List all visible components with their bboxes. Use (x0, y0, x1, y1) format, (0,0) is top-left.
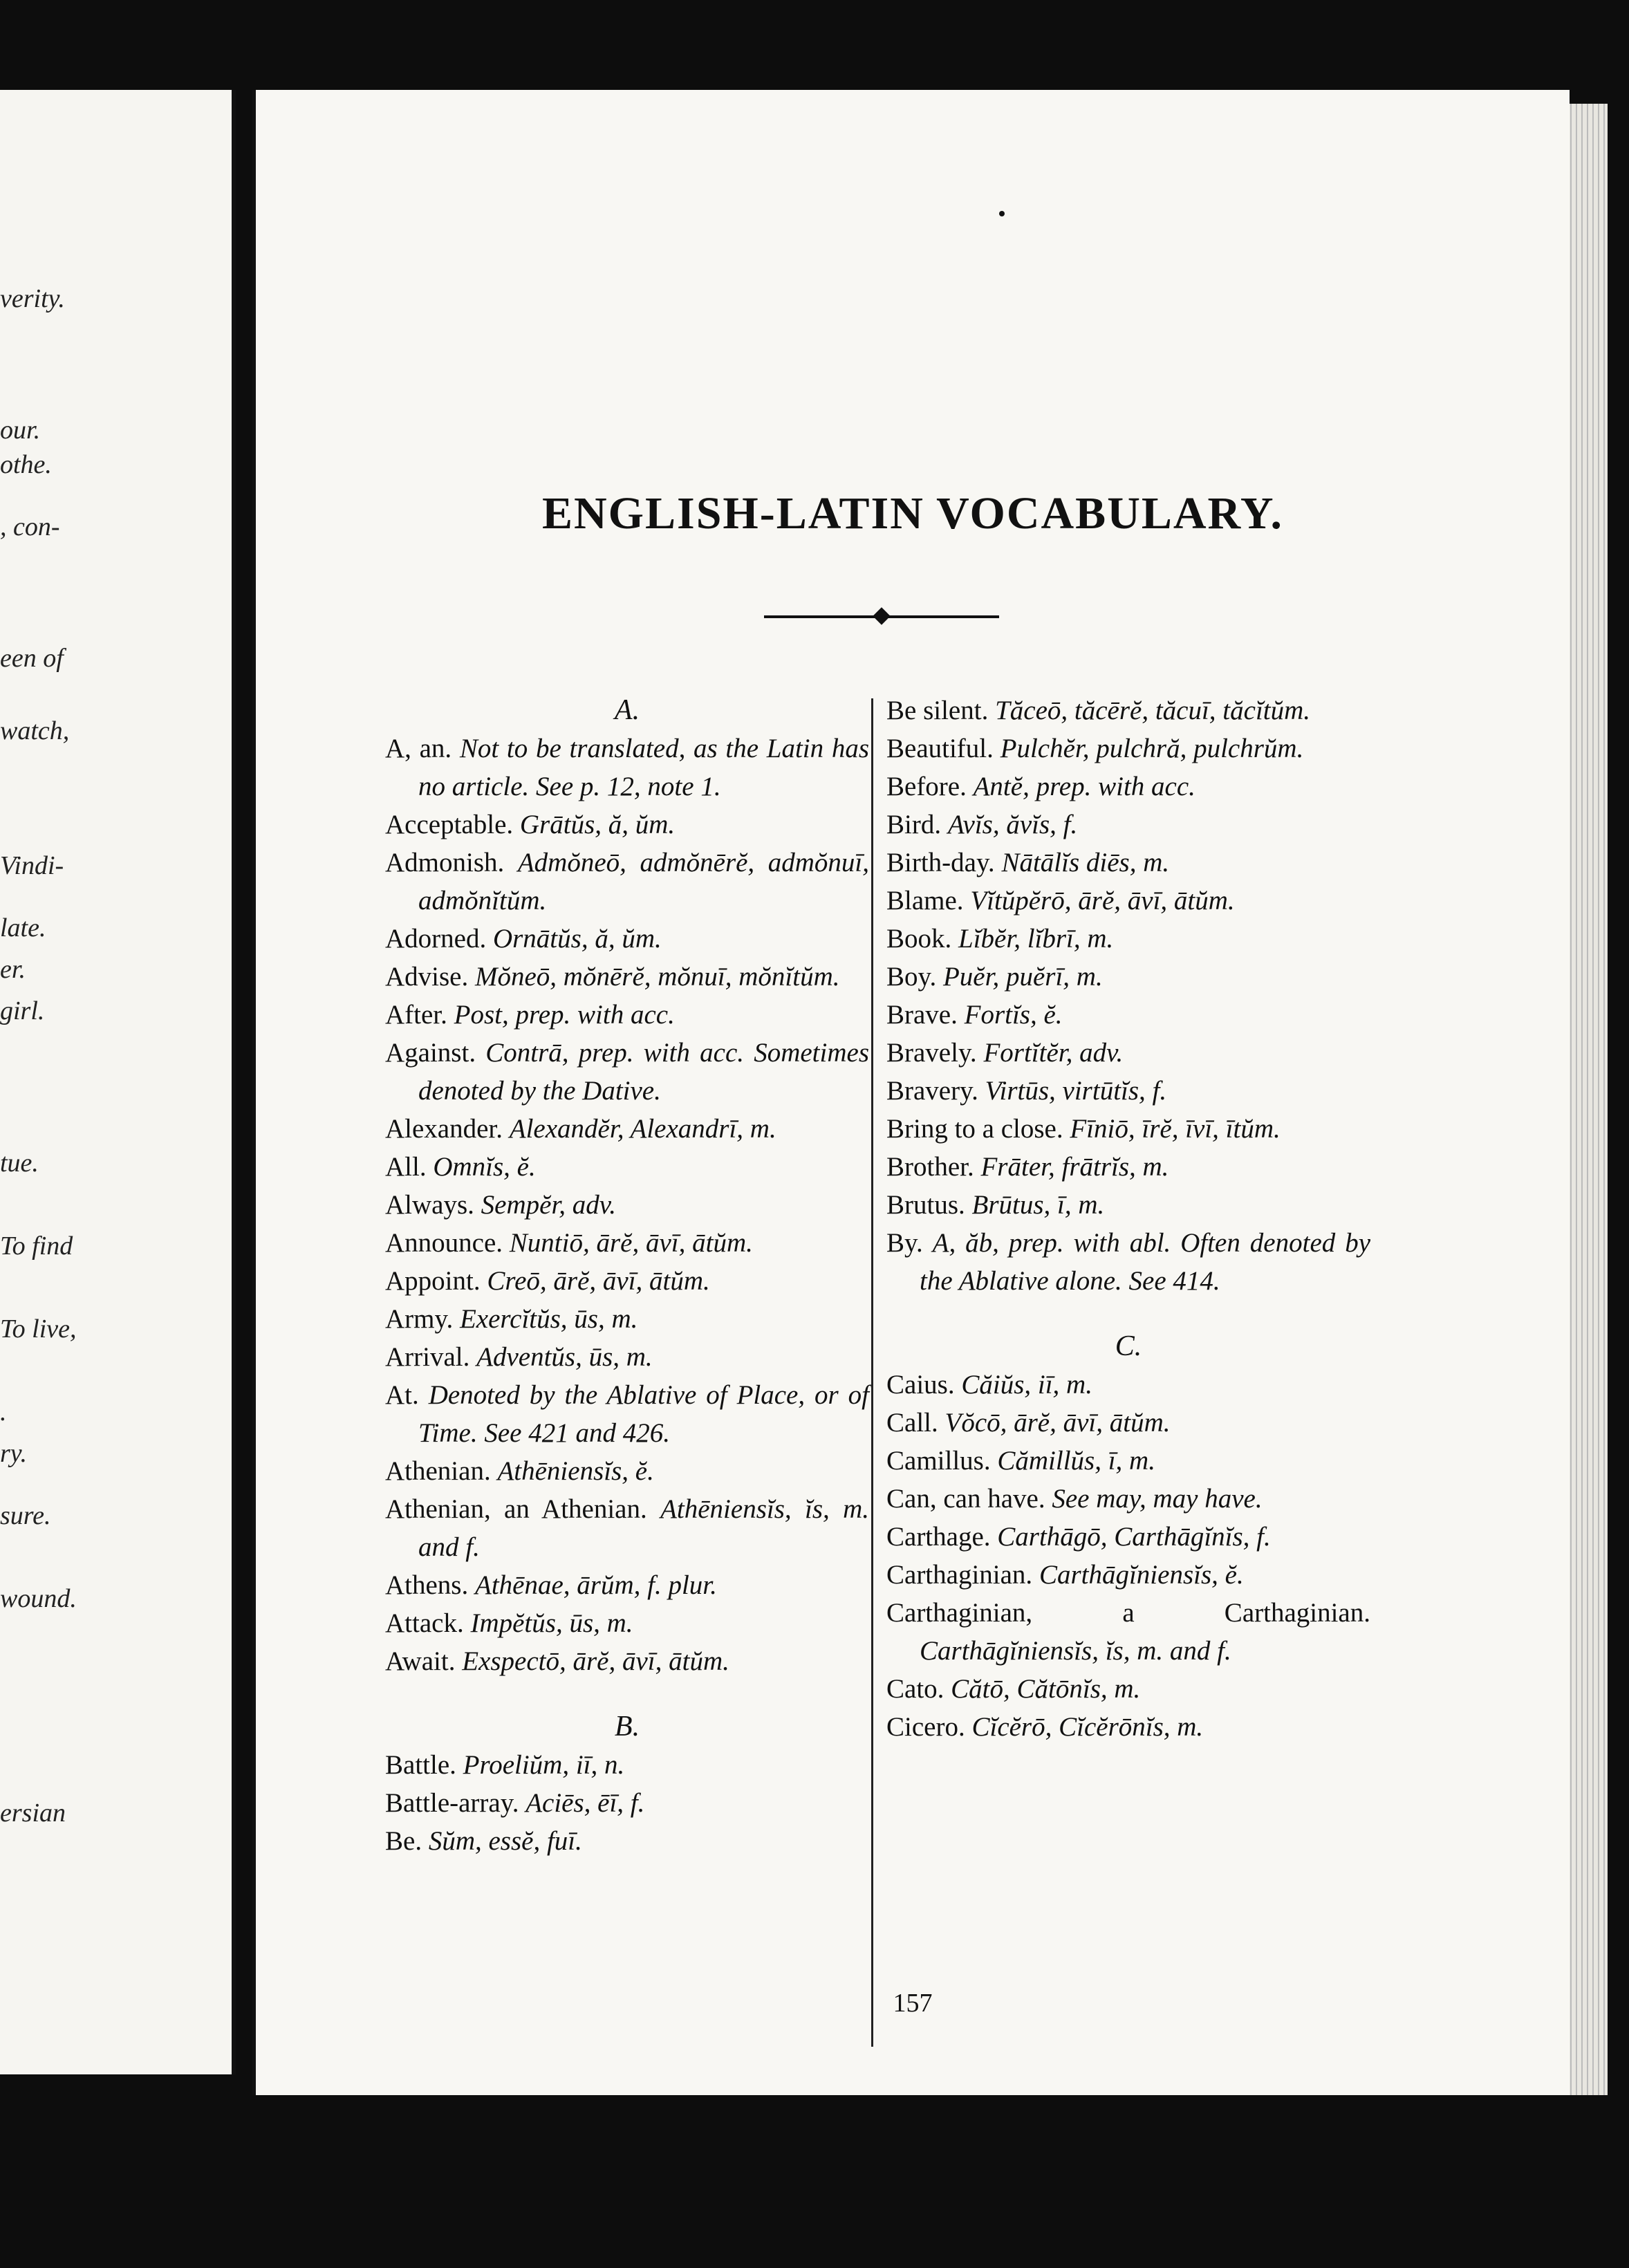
left-column (385, 691, 869, 1860)
vocabulary-entry (385, 806, 869, 844)
entry-definition: Exspectō, ārĕ, āvī, ātŭm. (462, 1646, 729, 1676)
vocabulary-entry (886, 1518, 1370, 1556)
left-page-fragment: een of (0, 644, 64, 673)
vocabulary-entry (886, 882, 1370, 920)
entry-word: Can, can have. (886, 1484, 1052, 1514)
entry-definition: Post, prep. with acc. (454, 1000, 675, 1030)
entry-word: Athenian, an Athenian. (385, 1494, 661, 1524)
left-page-fragment: watch, (0, 716, 70, 745)
entry-definition: A, ăb, prep. with abl. Often denoted by the Ablative alone. See 414. (920, 1228, 1370, 1296)
entry-definition: Tăceō, tăcērĕ, tăcuī, tăcĭtŭm. (995, 696, 1311, 725)
entry-word: Be silent. (886, 696, 996, 725)
entry-definition: Contrā, prep. with acc. Sometimes denoted by the Dative. (418, 1038, 869, 1106)
vocabulary-entry (385, 996, 869, 1034)
vocabulary-entry (385, 1604, 869, 1642)
entry-definition: Adventŭs, ūs, m. (476, 1342, 653, 1372)
entry-word: Battle-array. (385, 1788, 526, 1818)
vocabulary-entry (886, 1110, 1370, 1148)
entry-word: Adorned. (385, 924, 493, 954)
section-heading-a: A. (614, 694, 640, 726)
entry-definition: Impĕtŭs, ūs, m. (470, 1608, 633, 1638)
book-page (252, 90, 1570, 2095)
entry-definition: Cămillŭs, ī, m. (997, 1446, 1155, 1476)
vocabulary-entry (385, 729, 869, 806)
entry-definition: Not to be translated, as the Latin has no article. See p. 12, note 1. (418, 734, 869, 801)
vocabulary-entry (385, 1300, 869, 1338)
left-page-fragment: . (0, 1397, 7, 1426)
vocabulary-entry (886, 1366, 1370, 1404)
vocabulary-entry (886, 1072, 1370, 1110)
entries-b-continued (886, 691, 1370, 1300)
left-page-fragment: our. (0, 416, 41, 445)
left-page-fragment: late. (0, 913, 46, 942)
vocabulary-entry (385, 844, 869, 920)
vocabulary-entry (886, 1480, 1370, 1518)
entry-word: Camillus. (886, 1446, 998, 1476)
page-speck (999, 211, 1005, 216)
entry-word: Bird. (886, 810, 948, 839)
entry-word: Against. (385, 1038, 486, 1068)
left-page-fragment: er. (0, 955, 26, 984)
vocabulary-entry (385, 958, 869, 996)
entry-definition: Puĕr, puĕrī, m. (942, 962, 1103, 992)
entry-word: Advise. (385, 962, 475, 992)
entry-word: Bravery. (886, 1076, 985, 1106)
page-title: ENGLISH-LATIN VOCABULARY. (541, 488, 1284, 539)
title-ornament (873, 607, 890, 624)
left-page-fragment: To find (0, 1231, 73, 1261)
entry-definition: Lĭbĕr, lĭbrī, m. (958, 924, 1114, 954)
entry-word: Athens. (385, 1570, 475, 1600)
entry-definition: Nuntiō, ārĕ, āvī, ātŭm. (509, 1228, 753, 1258)
vocabulary-entry (385, 1452, 869, 1490)
entry-word: Brave. (886, 1000, 965, 1030)
left-facing-page (0, 90, 236, 2074)
entry-definition: Ornātŭs, ă, ŭm. (492, 924, 662, 954)
left-page-fragment: sure. (0, 1501, 51, 1530)
vocabulary-entry (886, 1148, 1370, 1186)
entry-definition: Omnĭs, ĕ. (433, 1152, 536, 1182)
vocabulary-entry (886, 844, 1370, 882)
vocabulary-entry (886, 1442, 1370, 1480)
entry-definition: Căiŭs, iī, m. (961, 1370, 1092, 1400)
entry-definition: Proeliŭm, iī, n. (463, 1750, 625, 1780)
entry-word: Arrival. (385, 1342, 477, 1372)
vocabulary-entry (886, 958, 1370, 996)
entry-word: Boy. (886, 962, 943, 992)
entry-word: Carthage. (886, 1522, 998, 1552)
left-page-fragment: , con- (0, 512, 60, 541)
entry-word: Army. (385, 1304, 460, 1334)
vocabulary-entry (886, 920, 1370, 958)
vocabulary-entry (385, 1376, 870, 1452)
entry-word: Battle. (385, 1750, 463, 1780)
entry-word: Carthaginian, a Carthaginian. (886, 1598, 1370, 1628)
entry-definition: See may, may have. (1052, 1484, 1263, 1514)
left-page-fragment: othe. (0, 450, 52, 479)
vocabulary-entry (886, 691, 1370, 729)
vocabulary-entry (886, 1404, 1370, 1442)
entry-word: Await. (385, 1646, 463, 1676)
vocabulary-entry (886, 729, 1370, 768)
entries-a (385, 729, 869, 1680)
entry-definition: Frāter, frātrĭs, m. (980, 1152, 1169, 1182)
entry-word: After. (385, 1000, 454, 1030)
entry-word: Cicero. (886, 1712, 972, 1742)
left-page-fragment: ry. (0, 1439, 28, 1468)
vocabulary-entry (385, 1746, 869, 1784)
right-column (886, 691, 1370, 1746)
entry-word: Carthaginian. (886, 1560, 1039, 1590)
entry-word: At. (385, 1380, 429, 1410)
left-page-fragment: ersian (0, 1798, 66, 1828)
entry-word: Call. (886, 1408, 945, 1438)
entry-word: Announce. (385, 1228, 510, 1258)
entry-word: Alexander. (385, 1114, 510, 1144)
entry-definition: Mŏneō, mŏnērĕ, mŏnuī, mŏnĭtŭm. (475, 962, 840, 992)
entry-definition: Virtūs, virtūtĭs, f. (985, 1076, 1167, 1106)
entry-definition: Athēniensĭs, ĭs, m. and f. (418, 1494, 869, 1562)
entry-word: By. (886, 1228, 933, 1258)
vocabulary-entry (886, 1708, 1370, 1746)
section-heading-c: C. (1115, 1330, 1142, 1362)
vocabulary-entry (385, 920, 869, 958)
entry-word: Brutus. (886, 1190, 972, 1220)
entry-definition: Fortĭs, ĕ. (964, 1000, 1063, 1030)
entry-definition: Brūtus, ī, m. (971, 1190, 1105, 1220)
entry-definition: Grātŭs, ă, ŭm. (519, 810, 676, 839)
entry-definition: Exercĭtŭs, ūs, m. (459, 1304, 638, 1334)
entry-definition: Athēniensĭs, ĕ. (497, 1456, 654, 1486)
page-number: 157 (893, 1989, 933, 2018)
entry-definition: Alexandĕr, Alexandrī, m. (509, 1114, 776, 1144)
vocabulary-entry (385, 1784, 869, 1822)
entry-word: Book. (886, 924, 959, 954)
entry-word: Bravely. (886, 1038, 984, 1068)
left-page-fragment: wound. (0, 1584, 77, 1613)
entry-definition: Pulchĕr, pulchră, pulchrŭm. (1000, 734, 1304, 763)
entries-b (385, 1746, 869, 1860)
entry-word: Attack. (385, 1608, 471, 1638)
entry-word: All. (385, 1152, 434, 1182)
entry-word: Caius. (886, 1370, 962, 1400)
left-page-fragment: Vindi- (0, 851, 64, 880)
left-page-fragment: verity. (0, 284, 65, 313)
entry-word: Before. (886, 772, 974, 801)
vocabulary-entry (385, 1034, 869, 1110)
vocabulary-entry (886, 1224, 1370, 1300)
vocabulary-entry (385, 1338, 869, 1376)
entry-word: Birth-day. (886, 848, 1002, 877)
vocabulary-entry (886, 806, 1370, 844)
entry-definition: Antĕ, prep. with acc. (973, 772, 1195, 801)
entry-word: Cato. (886, 1674, 951, 1704)
entry-word: Acceptable. (385, 810, 520, 839)
page-edge (1566, 104, 1608, 2095)
entry-definition: Cĭcĕrō, Cĭcĕrōnĭs, m. (971, 1712, 1204, 1742)
vocabulary-entry (886, 1556, 1370, 1594)
entry-definition: Creō, ārĕ, āvī, ātŭm. (487, 1266, 710, 1296)
entry-word: Bring to a close. (886, 1114, 1070, 1144)
entry-definition: Fīniō, īrĕ, īvī, ītŭm. (1070, 1114, 1281, 1144)
entry-definition: Nātālĭs diēs, m. (1001, 848, 1170, 877)
vocabulary-entry (385, 1490, 869, 1566)
entry-definition: Cătō, Cătōnĭs, m. (951, 1674, 1141, 1704)
vocabulary-entry (385, 1642, 869, 1680)
vocabulary-entry (886, 1034, 1370, 1072)
entry-definition: Denoted by the Ablative of Place, or of Time. See 421 and 426. (418, 1380, 870, 1448)
entry-word: Beautiful. (886, 734, 1000, 763)
entry-word: Be. (385, 1826, 429, 1856)
entry-word: Admonish. (385, 848, 518, 877)
entries-c (886, 1366, 1370, 1746)
entry-word: Athenian. (385, 1456, 498, 1486)
entry-definition: Sŭm, essĕ, fuī. (428, 1826, 582, 1856)
entry-definition: Vŏcō, ārĕ, āvī, ātŭm. (944, 1408, 1171, 1438)
vocabulary-entry (886, 1186, 1370, 1224)
entry-word: A, an. (385, 734, 460, 763)
left-page-fragment: tue. (0, 1149, 39, 1178)
vocabulary-entry (886, 1670, 1370, 1708)
vocabulary-entry (385, 1224, 869, 1262)
left-page-fragment: To live, (0, 1314, 77, 1344)
entry-definition: Admŏneō, admŏnērĕ, admŏnuī, admŏnĭtŭm. (418, 848, 869, 915)
left-page-fragment: girl. (0, 996, 45, 1025)
vocabulary-entry (886, 996, 1370, 1034)
section-heading-b: B. (614, 1711, 640, 1742)
entry-definition: Carthāgĭniensĭs, ĕ. (1039, 1560, 1244, 1590)
entry-word: Appoint. (385, 1266, 487, 1296)
vocabulary-entry (886, 768, 1370, 806)
entry-definition: Carthāgĭniensĭs, ĭs, m. and f. (920, 1636, 1231, 1666)
vocabulary-entry (385, 1110, 869, 1148)
entry-definition: Carthāgō, Carthāgĭnĭs, f. (997, 1522, 1271, 1552)
entry-definition: Aciēs, ēī, f. (525, 1788, 645, 1818)
entry-word: Blame. (886, 886, 971, 915)
entry-definition: Athēnae, ārŭm, f. plur. (475, 1570, 717, 1600)
vocabulary-entry (886, 1594, 1370, 1670)
vocabulary-entry (385, 1148, 869, 1186)
entry-definition: Sempĕr, adv. (481, 1190, 616, 1220)
entry-word: Always. (385, 1190, 481, 1220)
entry-definition: Avĭs, ăvĭs, f. (947, 810, 1078, 839)
column-divider (871, 698, 873, 2047)
vocabulary-entry (385, 1566, 869, 1604)
vocabulary-entry (385, 1186, 869, 1224)
entry-word: Brother. (886, 1152, 981, 1182)
entry-definition: Vĭtŭpĕrō, ārĕ, āvī, ātŭm. (970, 886, 1235, 915)
vocabulary-entry (385, 1262, 869, 1300)
entry-definition: Fortĭtĕr, adv. (983, 1038, 1124, 1068)
vocabulary-entry (385, 1822, 869, 1860)
